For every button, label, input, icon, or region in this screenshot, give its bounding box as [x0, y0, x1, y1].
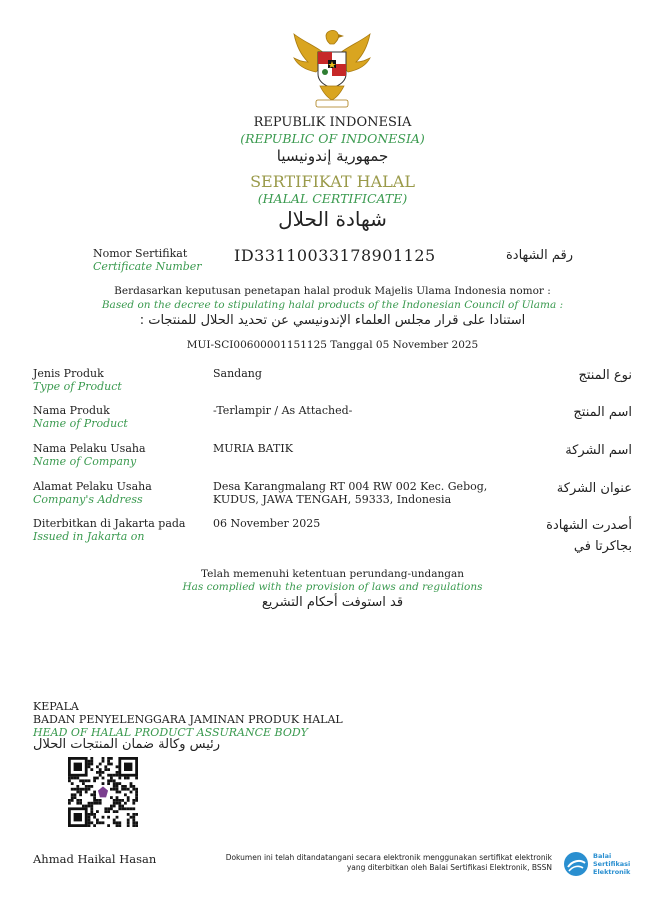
field-label-en: Name of Product [33, 417, 128, 430]
field-value: 06 November 2025 [213, 517, 321, 530]
signatory-title-1: KEPALA [33, 700, 79, 713]
field-label-ar: اسم المنتج [573, 405, 632, 420]
country-name-en: (REPUBLIC OF INDONESIA) [240, 131, 425, 146]
field-label: Nama Produk [33, 404, 110, 417]
field-label: Alamat Pelaku Usaha [33, 480, 152, 493]
field-label-en: Type of Product [33, 380, 122, 393]
field-label-en: Name of Company [33, 455, 137, 468]
bsre-text-2: Sertifikasi [593, 860, 631, 868]
field-value: MURIA BATIK [213, 442, 293, 455]
decree-line-id: Berdasarkan keputusan penetapan halal produk Majelis Ulama Indonesia nomor : [114, 285, 551, 297]
bsre-logo [563, 851, 643, 879]
number-label-en: Certificate Number [93, 260, 202, 273]
field-label-en: Issued in Jakarta on [33, 530, 145, 543]
field-label-ar: نوع المنتج [578, 368, 632, 383]
qr-code [68, 757, 138, 827]
field-label: Diterbitkan di Jakarta pada [33, 517, 186, 530]
signatory-name: Ahmad Haikal Hasan [33, 852, 157, 866]
decree-line-ar: استنادا على قرار مجلس العلماء الإندونيسي عن تحديد الحلال للمنتجات : [139, 313, 526, 328]
field-label-ar: عنوان الشركة [556, 481, 632, 496]
garuda-emblem [290, 28, 374, 110]
field-value: Sandang [213, 367, 262, 380]
certificate-title: SERTIFIKAT HALAL [250, 172, 415, 191]
country-name-ar: جمهورية إندونيسيا [276, 147, 389, 165]
signatory-title-en: HEAD OF HALAL PRODUCT ASSURANCE BODY [33, 726, 308, 739]
number-label-ar: رقم الشهادة [506, 248, 573, 263]
field-value-line2: KUDUS, JAWA TENGAH, 59333, Indonesia [213, 493, 452, 506]
country-name: REPUBLIK INDONESIA [253, 115, 412, 130]
signatory-title-ar: رئيس وكالة ضمان المنتجات الحلال [33, 737, 221, 752]
field-value: Desa Karangmalang RT 004 RW 002 Kec. Gebog, [213, 480, 488, 493]
signatory-title-2: BADAN PENYELENGGARA JAMINAN PRODUK HALAL [33, 713, 343, 726]
field-label-ar-line2: بجاكرتا في [573, 539, 632, 554]
decree-line-en: Based on the decree to stipulating halal products of the Indonesian Council of Ulama : [101, 299, 564, 311]
field-value: -Terlampir / As Attached- [213, 404, 353, 417]
decree-reference: MUI-SCI00600001151125 Tanggal 05 November 2025 [186, 339, 479, 351]
compliance-line-ar: قد استوفت أحكام التشريع [261, 595, 404, 610]
certificate-number: ID33110033178901125 [234, 246, 436, 265]
esign-note-1: Dokumen ini telah ditandatangani secara elektronik menggunakan sertifikat elektronik [225, 853, 552, 862]
field-label-en: Company's Address [33, 493, 143, 506]
certificate-title-en: (HALAL CERTIFICATE) [257, 191, 408, 206]
bsre-text-3: Elektronik [593, 868, 631, 876]
field-label: Nama Pelaku Usaha [33, 442, 146, 455]
compliance-line-id: Telah memenuhi ketentuan perundang-undangan [200, 568, 465, 580]
esign-note-2: yang diterbitkan oleh Balai Sertifikasi Elektronik, BSSN [346, 863, 552, 872]
field-label-ar: أصدرت الشهادة [546, 518, 632, 533]
number-label: Nomor Sertifikat [93, 247, 188, 260]
certificate-title-ar: شهادة الحلال [278, 207, 387, 231]
field-label: Jenis Produk [33, 367, 104, 380]
compliance-line-en: Has complied with the provision of laws and regulations [182, 581, 483, 593]
field-label-ar: اسم الشركة [565, 443, 632, 458]
bsre-text-1: Balai [593, 852, 612, 860]
bsre-globe-icon [563, 851, 589, 877]
